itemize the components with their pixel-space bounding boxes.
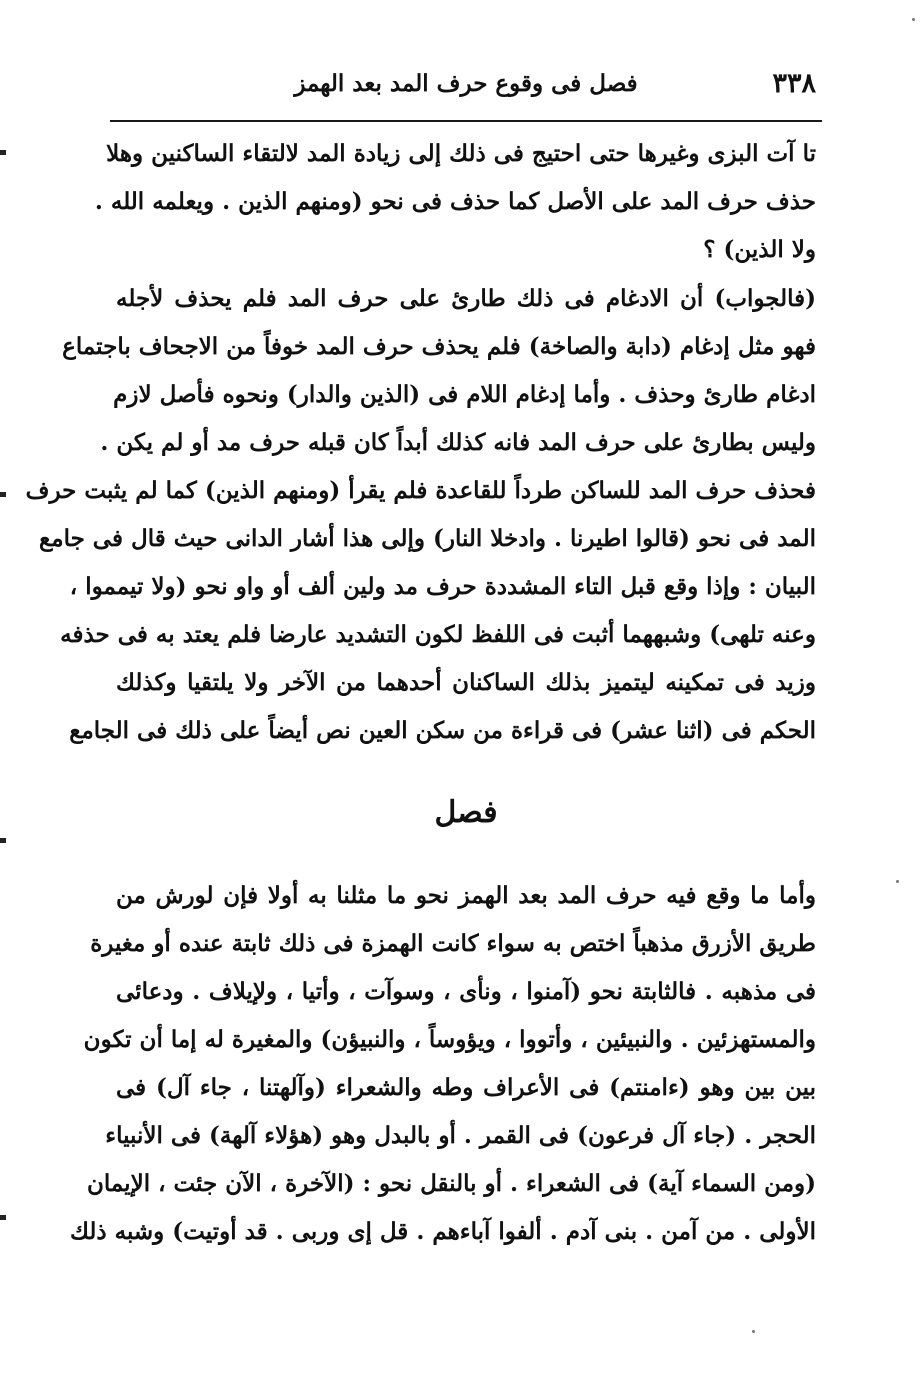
running-title: فصل فى وقوع حرف المد بعد الهمز [294,70,638,97]
text-line: (فالجواب) أن الادغام فى ذلك طارئ على حرف المد فلم يحذف لأجله [116,285,816,312]
text-line: فهو مثل إدغام (دابة والصاخة) فلم يحذف حرف المد خوفاً من الاجحاف باجتماع [62,333,816,360]
margin-mark [0,492,6,497]
text-line: والمستهزئين . والنبيئين ، وأتووا ، ويؤوساً ، والنبيؤن) والمغيرة له إما أن تكون [83,1026,816,1053]
text-line: وعنه تلهى) وشبههما أثبت فى اللفظ لكون التشديد عارضا فلم يعتد به فى حذفه [60,621,816,648]
page-header [110,60,822,118]
page-number: ٣٣٨ [772,68,816,99]
text-line: الأولى . من آمن . بنى آدم . ألفوا آباءهم . قل إى وربى . قد أوتيت) وشبه ذلك [70,1218,816,1245]
margin-mark [0,838,6,843]
text-line: تا آت البزى وغيرها حتى احتيج فى ذلك إلى زيادة المد لالتقاء الساكنين وهلا [106,140,816,167]
text-line: الحجر . (جاء آل فرعون) فى القمر . أو بالبدل وهو (هؤلاء آلهة) فى الأنبياء [105,1122,816,1149]
margin-mark [0,1215,6,1220]
margin-mark [0,150,6,155]
paragraph-answer [25,275,816,755]
text-line: (ومن السماء آية) فى الشعراء . أو بالنقل نحو : (الآخرة ، الآن جئت ، الإيمان [86,1170,816,1197]
text-line: طريق الأزرق مذهباً اختص به سواء كانت الهمزة فى ذلك ثابتة عنده أو مغيرة [90,930,816,957]
text-line: حذف حرف المد على الأصل كما حذف فى نحو (ومنهم الذين . ويعلمه الله . [94,188,816,215]
text-line: فحذف حرف المد للساكن طرداً للقاعدة فلم يقرأ (ومنهم الذين) كما لم يثبت حرف [25,477,816,504]
text-line: فى مذهبه . فالثابتة نحو (آمنوا ، ونأى ، وسوآت ، وأتيا ، ولإيلاف . ودعائى [116,978,816,1005]
text-line: بين بين وهو (ءامنتم) فى الأعراف وطه والشعراء (وآلهتنا ، جاء آل) فى [116,1074,816,1101]
text-line: ولا الذين) ؟ [703,236,816,263]
text-line: وليس بطارئ على حرف المد فانه كذلك أبداً كان قبله حرف مد أو لم يكن . [100,429,816,456]
section-heading: فصل [434,795,498,830]
text-line: وأما ما وقع فيه حرف المد بعد الهمز نحو ما مثلنا به أولا فإن لورش من [116,882,816,909]
text-line: المد فى نحو (قالوا اطيرنا . وادخلا النار) وإلى هذا أشار الدانى حيث قال فى جامع [39,525,816,552]
scan-speck [912,18,915,21]
text-line: وزيد فى تمكينه ليتميز بذلك الساكنان أحدهما من الآخر ولا يلتقيا وكذلك [116,669,816,696]
header-rule [110,120,822,122]
section-paragraph [70,872,816,1256]
text-line: البيان : وإذا وقع قبل التاء المشددة حرف مد ولين ألف أو واو نحو (ولا تيمموا ، [69,573,816,600]
scan-speck [752,1330,755,1333]
paragraph-question [94,130,816,274]
scan-speck [896,880,899,883]
text-line: ادغام طارئ وحذف . وأما إدغام اللام فى (الذين والدار) ونحوه فأصل لازم [113,381,816,408]
text-line: الحكم فى (اثنا عشر) فى قراءة من سكن العين نص أيضاً على ذلك فى الجامع [69,717,816,744]
